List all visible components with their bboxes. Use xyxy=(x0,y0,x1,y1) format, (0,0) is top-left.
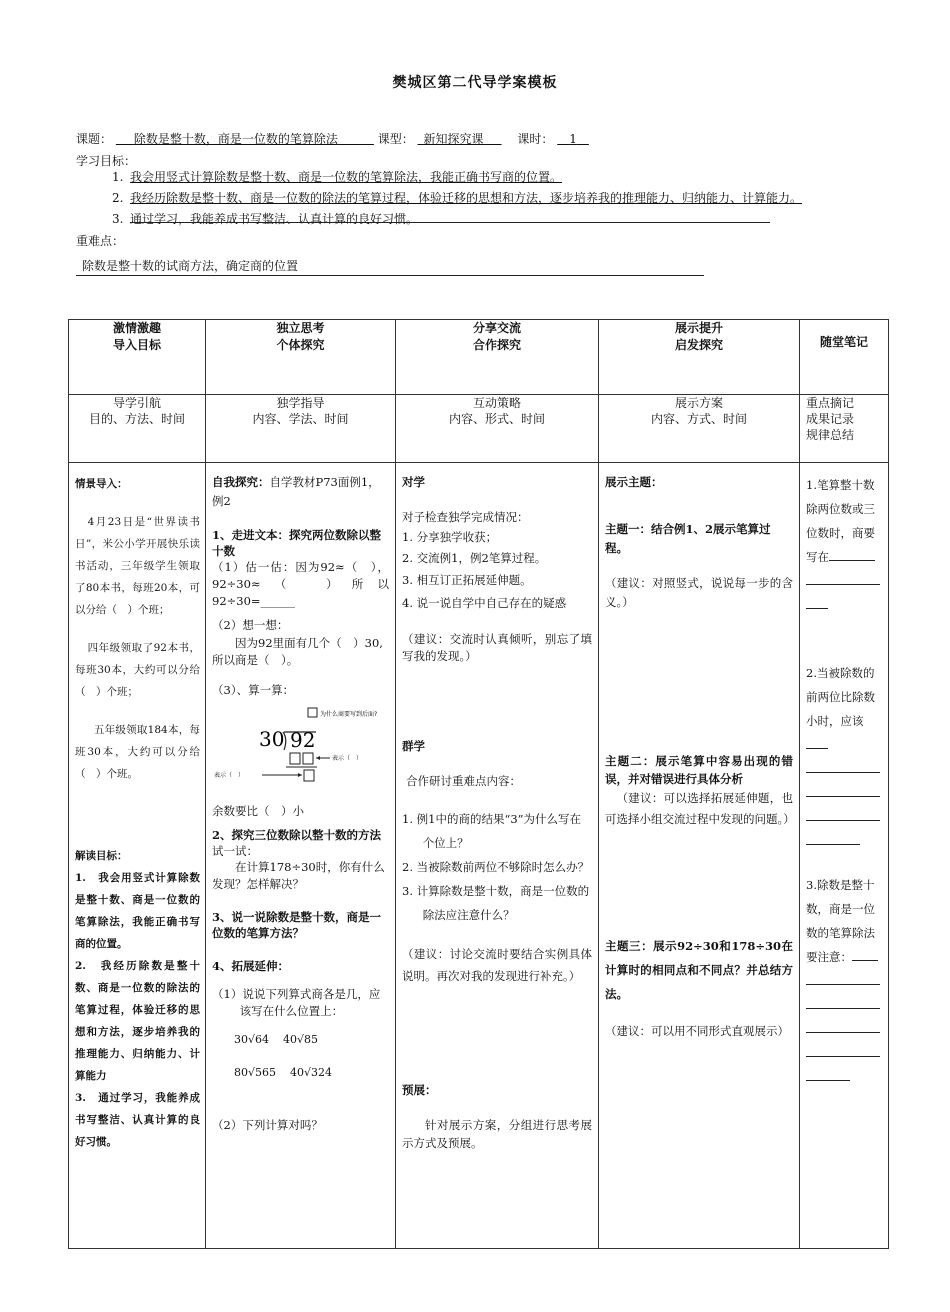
theme-1-note: （建议：对照竖式，说说每一步的含义。） xyxy=(605,576,793,609)
preview-text: 针对展示方案，分组进行思考展示方式及预展。 xyxy=(402,1118,592,1150)
difficulty-label: 重难点： xyxy=(76,234,125,248)
step2-text: 在计算178÷30时，你有什么发现？怎样解决？ xyxy=(212,860,385,891)
topic-label: 课题： xyxy=(76,132,113,146)
pair-study-intro: 对子检查独学完成情况： xyxy=(402,510,529,524)
exercise-row: 80√565 40√324 xyxy=(234,1066,333,1079)
presentation-title: 展示主题： xyxy=(605,475,663,489)
pair-study-title: 对学 xyxy=(402,475,425,489)
intro-paragraph: 4月23日是“世界读书日”，米公小学开展快乐读书活动，三年级学生领取了80本书，每班20本，可以分给（ ）个班； xyxy=(75,516,200,616)
step1-title: 1、走进文本：探究两位数除以整十数 xyxy=(212,528,381,558)
note-1: 1.笔算整十数除两位数或三位数时，商要写在 xyxy=(806,473,884,617)
subheader-cell: 导学引航 目的、方法、时间 xyxy=(69,395,206,463)
hours-label: 课时： xyxy=(517,132,554,146)
step3-title: 3、说一说除数是整十数，商是一位数的笔算方法？ xyxy=(212,910,381,940)
long-division-figure xyxy=(212,706,389,798)
goal-reading-item: 1. 我会用竖式计算除数是整十数、商是一位数的笔算除法，我能正确书写商的位置。 xyxy=(75,872,200,950)
step4-title: 4、拓展延伸： xyxy=(212,959,290,973)
goals-list xyxy=(112,170,802,233)
step1-estimate: （1）估一估：因为92≈（ ），92÷30≈（ ）所以92÷30=______ xyxy=(212,560,389,608)
list-item: 3. 相互订正拓展延伸题。 xyxy=(402,573,532,587)
presentation-column xyxy=(599,463,800,1249)
list-item: 4. 说一说自学中自己存在的疑惑 xyxy=(402,596,567,610)
difficulty-text: 除数是整十数的试商方法，确定商的位置 xyxy=(76,257,704,276)
step4-q2: （2）下列计算对吗？ xyxy=(212,1118,323,1132)
subheader-cell: 互动策略 内容、形式、时间 xyxy=(396,395,599,463)
theme-3: 主题三：展示92÷30和178÷30在计算时的相同点和不同点？并总结方法。 xyxy=(605,939,793,1001)
pair-study-list xyxy=(402,527,592,615)
theme-1: 主题一：结合例1、2展示笔算过程。 xyxy=(605,522,771,555)
goals-label: 学习目标： xyxy=(76,154,137,168)
theme-2: 主题二：展示笔算中容易出现的错误，并对错误进行具体分析 xyxy=(605,754,793,786)
product-note: 表示（ ） xyxy=(332,755,363,762)
group-study-title: 群学 xyxy=(402,739,425,753)
topic-value: 除数是整十数，商是一位数的笔算除法 xyxy=(133,132,338,146)
product-box xyxy=(290,753,300,764)
product-box xyxy=(303,753,313,764)
subheader-cell: 重点摘记 成果记录 规律总结 xyxy=(800,395,889,463)
theme-2-note: （建议：可以选择拓展延伸题，也可选择小组交流过程中发现的问题。） xyxy=(605,791,795,826)
exercise-row: 30√64 40√85 xyxy=(234,1033,319,1046)
goal-item: 2. 我经历除数是整十数、商是一位数的除法的笔算过程，体验迁移的思想和方法，逐步培养我的推理能力、归纳能力、计算能力。 xyxy=(112,191,803,205)
step1-think-title: （2）想一想： xyxy=(212,618,289,632)
divisor: 30 xyxy=(259,727,285,751)
quotient-note: 为什么商要写到后面? xyxy=(320,711,378,718)
header-cell: 展示提升 启发探究 xyxy=(599,320,800,395)
step2-title: 2、探究三位数除以整十数的方法 xyxy=(212,828,381,842)
list-item: 1. 分享独学收获； xyxy=(402,530,498,544)
self-study-column xyxy=(206,463,396,1249)
header-cell: 独立思考 个体探究 xyxy=(206,320,396,395)
goal-reading-item: 3. 通过学习，我能养成书写整洁、认真计算的良好习惯。 xyxy=(75,1092,200,1148)
subheader-cell: 展示方案 内容、方式、时间 xyxy=(599,395,800,463)
step2-try: 试一试： xyxy=(212,844,258,858)
long-division-diagram xyxy=(212,706,390,798)
remainder-box xyxy=(304,770,314,781)
goal-reading-title: 解读目标： xyxy=(75,850,128,862)
group-study-intro: 合作研讨重难点内容： xyxy=(406,774,521,788)
subheader-cell: 独学指导 内容、学法、时间 xyxy=(206,395,396,463)
group-study-list xyxy=(402,807,592,927)
content-row xyxy=(69,463,889,1249)
quotient-box xyxy=(308,708,317,717)
self-study-line: 自我探究：自学教材P73面例1，例2 xyxy=(212,475,380,508)
goal-item: 1. 我会用竖式计算除数是整十数、商是一位数的笔算除法，我能正确书写商的位置。 xyxy=(112,170,563,184)
list-item: 2. 交流例1，例2笔算过程。 xyxy=(402,551,547,565)
goal-item: 3. 通过学习，我能养成书写整洁、认真计算的良好习惯。 xyxy=(112,212,419,226)
header-cell: 分享交流 合作探究 xyxy=(396,320,599,395)
subheader-row xyxy=(69,395,889,463)
step1-think: 因为92里面有几个（ ）30,所以商是（ ）。 xyxy=(212,636,383,667)
step4-q1: （1）说说下列算式商各是几，应该写在什么位置上： xyxy=(212,987,381,1018)
lesson-meta xyxy=(76,130,589,147)
header-cell: 激情激趣 导入目标 xyxy=(69,320,206,395)
notes-column xyxy=(800,463,889,1249)
page-title: 樊城区第二代导学案模板 xyxy=(392,75,558,91)
lesson-table xyxy=(68,319,889,1249)
arrow-head xyxy=(316,756,320,760)
remainder-rule: 余数要比（ ）小 xyxy=(212,804,304,818)
list-item: 2. 当被除数前两位不够除时怎么办？ xyxy=(402,860,590,874)
list-item: 1. 例1中的商的结果“3”为什么写在个位上？ xyxy=(402,812,582,850)
note-2: 2.当被除数的前两位比除数小时，应该 xyxy=(806,661,884,853)
hours-value: 1 xyxy=(569,132,577,146)
type-label: 课型： xyxy=(377,132,414,146)
dividend: 92 xyxy=(290,728,316,752)
note-3: 3.除数是整十数，商是一位数的笔算除法要注意： xyxy=(806,873,884,1089)
remainder-note: 表示（ ） xyxy=(214,772,245,779)
header-row xyxy=(69,320,889,395)
list-item: 3. 计算除数是整十数，商是一位数的除法应注意什么？ xyxy=(402,884,590,922)
intro-title: 情景导入： xyxy=(75,478,128,490)
step1-calc: （3）、算一算： xyxy=(212,683,295,697)
arrow-head xyxy=(298,773,302,777)
intro-paragraph: 四年级领取了92本书，每班30本，大约可以分给（ ）个班； xyxy=(75,642,200,698)
goal3-underline xyxy=(130,222,770,223)
theme-3-note: （建议：可以用不同形式直观展示） xyxy=(605,1024,789,1038)
goal-reading-item: 2. 我经历除数是整十数、商是一位数的除法的笔算过程，体验迁移的思想和方法，逐步培养我的推理能力、归纳能力、计算能力 xyxy=(75,960,200,1082)
header-cell: 随堂笔记 xyxy=(800,320,889,395)
group-study-note: （建议：讨论交流时要结合实例具体说明。再次对我的发现进行补充。） xyxy=(402,947,592,983)
type-value: 新知探究课 xyxy=(423,132,484,146)
pair-study-note: （建议：交流时认真倾听，别忘了填写我的发现。） xyxy=(402,632,592,663)
preview-title: 预展： xyxy=(402,1083,437,1097)
intro-paragraph: 五年级领取184本，每班30本，大约可以分给（ ）个班。 xyxy=(75,724,200,780)
pair-group-column xyxy=(396,463,599,1249)
intro-column xyxy=(69,463,206,1249)
